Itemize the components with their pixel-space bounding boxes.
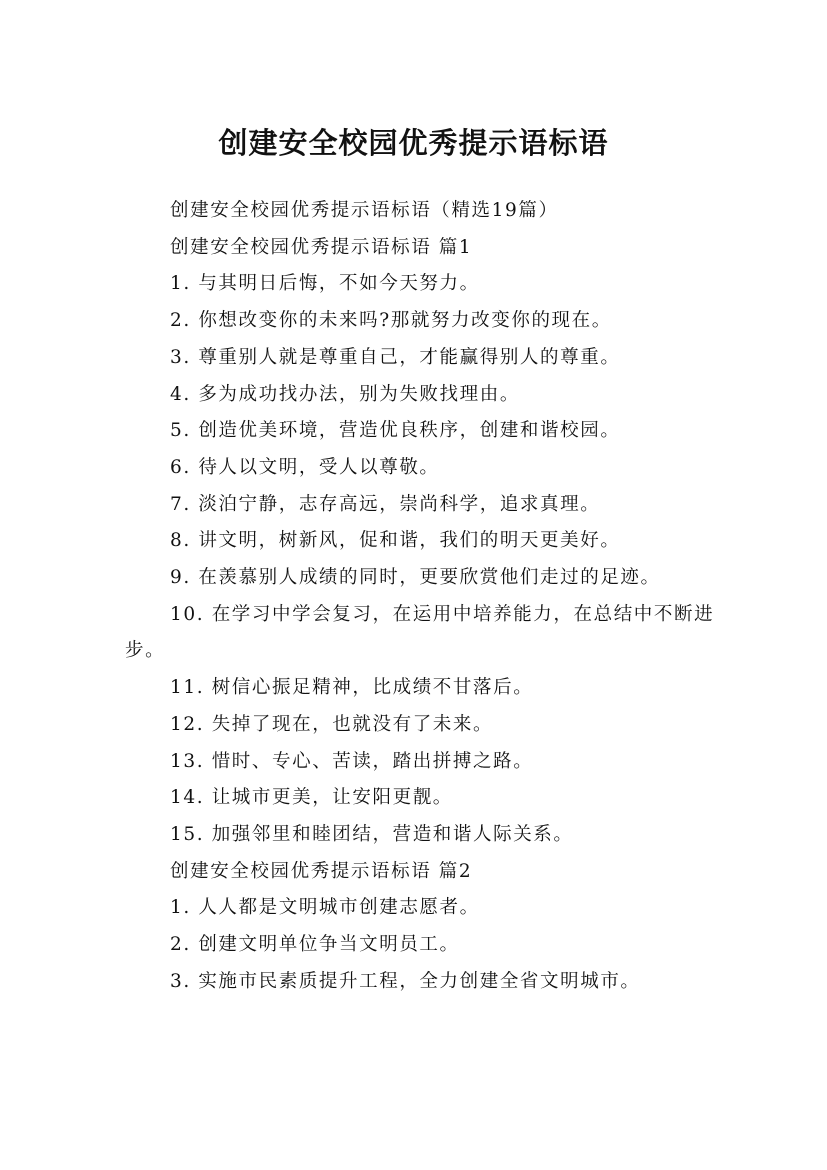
list-item: 4. 多为成功找办法，别为失败找理由。: [170, 383, 520, 405]
list-item: 11. 树信心振足精神，比成绩不甘落后。: [170, 677, 534, 699]
document-title: 创建安全校园优秀提示语标语: [218, 126, 609, 161]
list-item: 2. 你想改变你的未来吗?那就努力改变你的现在。: [170, 310, 612, 332]
list-item: 1. 人人都是文明城市创建志愿者。: [170, 897, 480, 919]
list-item: 14. 让城市更美，让安阳更靓。: [170, 787, 453, 809]
list-item: 6. 待人以文明，受人以尊敬。: [170, 456, 440, 478]
list-item: 9. 在羡慕别人成绩的同时，更要欣赏他们走过的足迹。: [170, 567, 661, 589]
list-item: 12. 失掉了现在，也就没有了未来。: [170, 713, 494, 735]
list-item: 3. 尊重别人就是尊重自己，才能赢得别人的尊重。: [170, 346, 621, 368]
paragraph-intro: 创建安全校园优秀提示语标语（精选19篇）: [170, 200, 559, 221]
list-item: 8. 讲文明，树新风，促和谐，我们的明天更美好。: [170, 530, 621, 552]
document-body: [125, 193, 715, 1000]
section-heading-2: 创建安全校园优秀提示语标语 篇2: [170, 860, 473, 882]
list-item: 2. 创建文明单位争当文明员工。: [170, 934, 460, 956]
list-item: 13. 惜时、专心、苦读，踏出拼搏之路。: [170, 750, 534, 772]
list-item: 15. 加强邻里和睦团结，营造和谐人际关系。: [170, 823, 574, 845]
list-item: 3. 实施市民素质提升工程，全力创建全省文明城市。: [170, 970, 641, 992]
list-item: 10. 在学习中学会复习，在运用中培养能力，在总结中不断进步。: [125, 603, 715, 662]
list-item: 7. 淡泊宁静，志存高远，崇尚科学，追求真理。: [170, 493, 601, 515]
list-item: 1. 与其明日后悔，不如今天努力。: [170, 273, 480, 295]
list-item: 5. 创造优美环境，营造优良秩序，创建和谐校园。: [170, 420, 621, 442]
section-heading-1: 创建安全校园优秀提示语标语 篇1: [170, 236, 473, 258]
